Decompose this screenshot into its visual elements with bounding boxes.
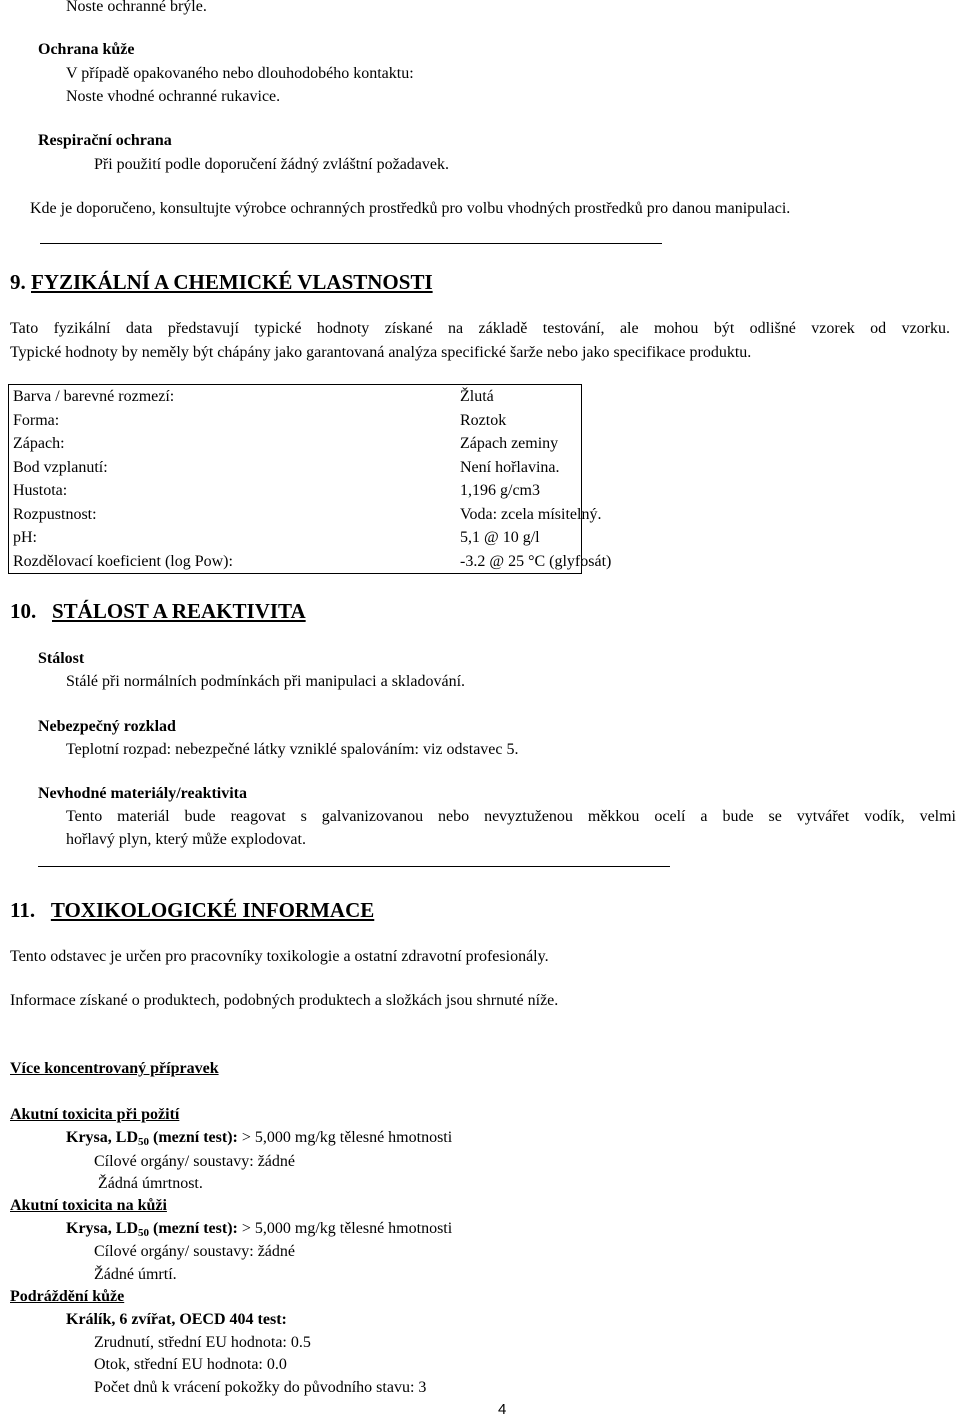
oral-result-value: > 5,000 mg/kg tělesné hmotnosti bbox=[237, 1129, 453, 1146]
section11-number: 11. bbox=[10, 898, 36, 922]
oral-toxicity-result bbox=[66, 1128, 452, 1147]
separator-line bbox=[38, 866, 670, 867]
dermal-test-label: (mezní test): bbox=[149, 1220, 238, 1237]
incompatible-heading: Nevhodné materiály/reaktivita bbox=[38, 785, 248, 802]
property-label: Zápach: bbox=[13, 435, 65, 452]
dermal-species-label: Krysa, LD bbox=[66, 1220, 138, 1237]
property-label: Rozdělovací koeficient (log Pow): bbox=[13, 552, 233, 570]
skin-protection-line2: Noste vhodné ochranné rukavice. bbox=[66, 88, 281, 105]
page-number: 4 bbox=[498, 1401, 507, 1418]
incompatible-text-line1: Tento materiál bude reagovat s galvanizovanou nebo nevyztuženou měkkou ocelí a bude se vytvářet vodík, velmi bbox=[66, 808, 956, 825]
oral-ld-subscript: 50 bbox=[138, 1136, 149, 1148]
property-row bbox=[9, 503, 602, 526]
property-value: Žlutá bbox=[460, 388, 494, 405]
consult-manufacturer-text: Kde je doporučeno, konsultujte výrobce ochranných prostředků pro volbu vhodných prostředků pro danou manipulaci. bbox=[30, 200, 791, 217]
section11-heading bbox=[10, 898, 374, 922]
dermal-toxicity-result bbox=[66, 1219, 452, 1238]
decomposition-heading: Nebezpečný rozklad bbox=[38, 718, 176, 735]
skin-irritation-redness: Zrudnutí, střední EU hodnota: 0.5 bbox=[94, 1334, 311, 1351]
property-value: -3.2 @ 25 °C (glyfosát) bbox=[460, 552, 612, 570]
section9-intro-line1: Tato fyzikální data představují typické hodnoty získané na základě testování, ale mohou být odlišné vzorek od vzorku. bbox=[10, 320, 950, 337]
incompatible-text-line2: hořlavý plyn, který může explodovat. bbox=[66, 831, 306, 848]
oral-toxicity-heading: Akutní toxicita při požití bbox=[10, 1106, 180, 1123]
property-value: Není hořlavina. bbox=[460, 458, 560, 476]
dermal-ld-subscript: 50 bbox=[138, 1227, 149, 1239]
property-label: Bod vzplanutí: bbox=[13, 458, 108, 476]
section10-heading bbox=[10, 599, 306, 623]
section10-number: 10. bbox=[10, 599, 37, 623]
property-label: Hustota: bbox=[13, 482, 68, 499]
properties-table bbox=[8, 384, 612, 574]
separator-line bbox=[40, 243, 662, 244]
property-value: Voda: zcela mísitelný. bbox=[460, 505, 602, 523]
skin-irritation-recovery: Počet dnů k vrácení pokožky do původního stavu: 3 bbox=[94, 1379, 427, 1396]
stability-text: Stálé při normálních podmínkách při manipulaci a skladování. bbox=[66, 673, 466, 690]
property-value: 5,1 @ 10 g/l bbox=[460, 529, 540, 546]
section10-title: STÁLOST A REAKTIVITA bbox=[52, 599, 306, 623]
property-row bbox=[9, 550, 612, 573]
respiratory-protection-heading: Respirační ochrana bbox=[38, 132, 172, 149]
section11-intro2: Informace získané o produktech, podobných produktech a složkách jsou shrnuté níže. bbox=[10, 992, 559, 1009]
property-row bbox=[9, 456, 581, 479]
property-value: 1,196 g/cm3 bbox=[460, 482, 540, 499]
respiratory-protection-text: Při použití podle doporučení žádný zvláštní požadavek. bbox=[94, 156, 450, 173]
section9-intro-line2: Typické hodnoty by neměly být chápány jako garantovaná analýza specifické šarže nebo jako specifikace produktu. bbox=[10, 344, 752, 361]
oral-species-label: Krysa, LD bbox=[66, 1129, 138, 1146]
property-row bbox=[9, 526, 581, 549]
skin-irritation-edema: Otok, střední EU hodnota: 0.0 bbox=[94, 1356, 287, 1373]
eye-protection-text: Noste ochranné brýle. bbox=[66, 0, 207, 15]
property-label: Barva / barevné rozmezí: bbox=[13, 388, 175, 405]
oral-test-label: (mezní test): bbox=[149, 1129, 238, 1146]
property-value: Roztok bbox=[460, 411, 507, 429]
stability-heading: Stálost bbox=[38, 650, 85, 667]
dermal-target-organs: Cílové orgány/ soustavy: žádné bbox=[94, 1243, 295, 1260]
property-row bbox=[9, 409, 581, 432]
property-value: Zápach zeminy bbox=[460, 435, 559, 452]
oral-mortality: Žádná úmrtnost. bbox=[98, 1175, 203, 1192]
property-label: Forma: bbox=[13, 411, 60, 429]
property-row bbox=[9, 432, 581, 455]
dermal-mortality: Žádné úmrtí. bbox=[94, 1266, 177, 1283]
dermal-toxicity-heading: Akutní toxicita na kůži bbox=[10, 1197, 167, 1214]
section11-title: TOXIKOLOGICKÉ INFORMACE bbox=[50, 898, 375, 922]
property-row bbox=[9, 385, 581, 408]
concentrate-heading: Více koncentrovaný přípravek bbox=[10, 1060, 219, 1077]
skin-protection-heading: Ochrana kůže bbox=[38, 41, 135, 58]
oral-target-organs: Cílové orgány/ soustavy: žádné bbox=[94, 1153, 295, 1170]
section9-number: 9. bbox=[10, 270, 26, 294]
section9-title: FYZIKÁLNÍ A CHEMICKÉ VLASTNOSTI bbox=[31, 270, 433, 294]
property-label: pH: bbox=[13, 529, 37, 546]
property-label: Rozpustnost: bbox=[13, 505, 97, 523]
skin-protection-line1: V případě opakovaného nebo dlouhodobého kontaktu: bbox=[66, 65, 414, 82]
section9-heading bbox=[10, 270, 433, 294]
skin-irritation-heading: Podráždění kůže bbox=[10, 1288, 125, 1305]
property-row bbox=[9, 479, 581, 502]
dermal-result-value: > 5,000 mg/kg tělesné hmotnosti bbox=[237, 1220, 453, 1237]
decomposition-text: Teplotní rozpad: nebezpečné látky vzniklé spalováním: viz odstavec 5. bbox=[66, 741, 519, 758]
section11-intro1: Tento odstavec je určen pro pracovníky toxikologie a ostatní zdravotní profesionály. bbox=[10, 948, 549, 965]
skin-irritation-test: Králík, 6 zvířat, OECD 404 test: bbox=[66, 1311, 287, 1328]
